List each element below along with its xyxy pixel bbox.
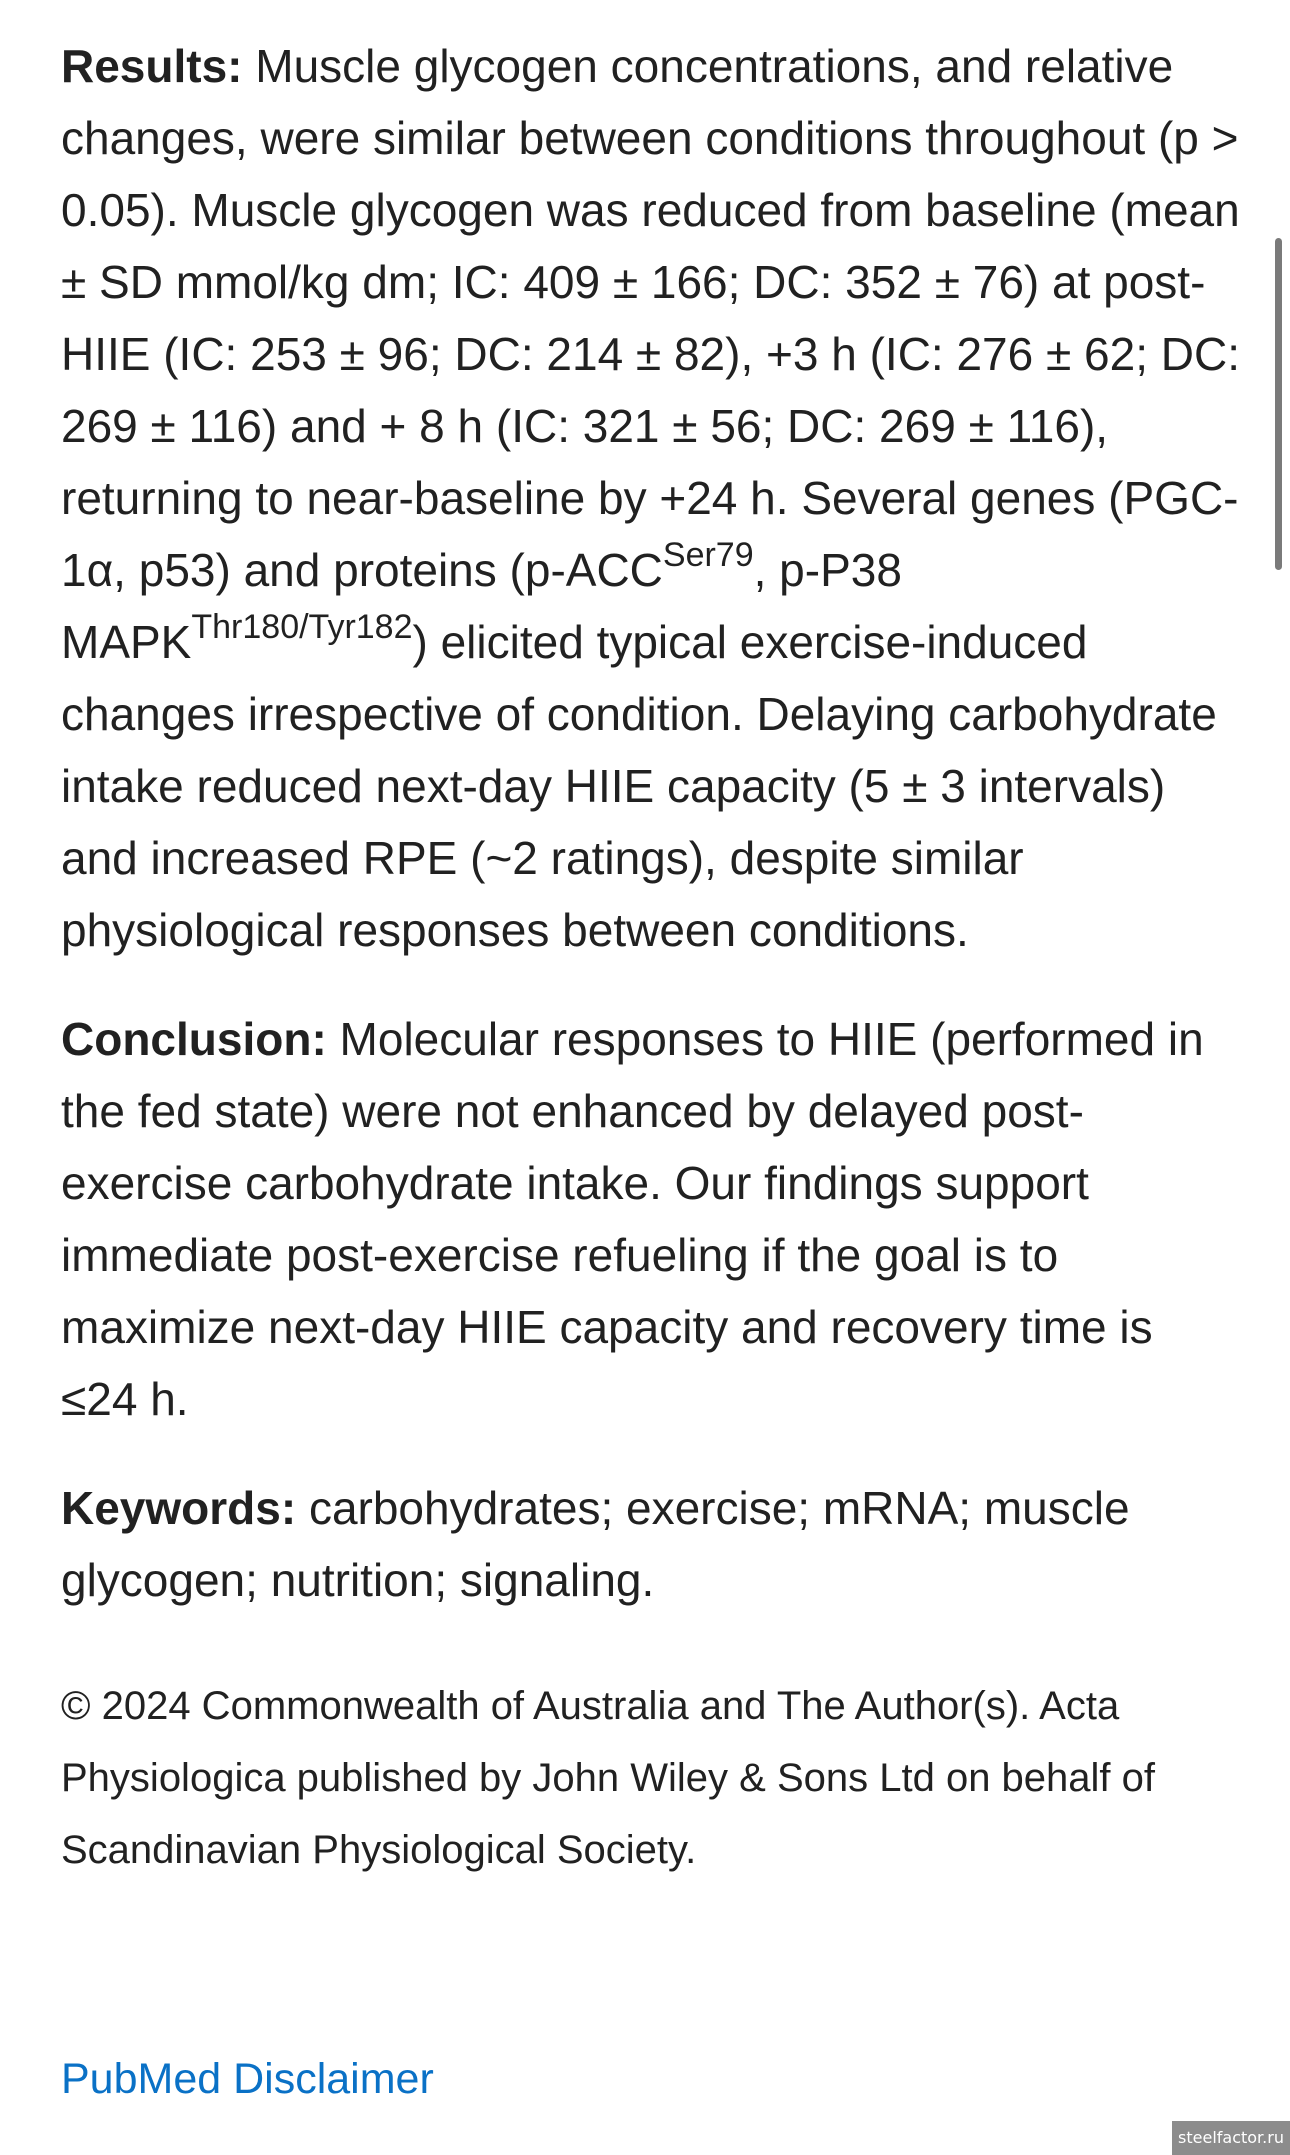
results-text-part-3: ) elicited typical exercise-induced changes irrespective of condition. Delaying carbohydrate intake reduced next-day HIIE capacity (5 ± 3 intervals) and increased RPE (~2 ratings), despite similar physiological responses between conditions. (61, 616, 1217, 956)
results-text-part-2: , p-P38 MAPK (61, 544, 902, 668)
results-text-part-1: Muscle glycogen concentrations, and relative changes, were similar between conditions throughout (p > 0.05). Muscle glycogen was reduced from baseline (mean ± SD mmol/kg dm; IC: 409 ± 166; DC: 352 ± 76) at post-HIIE (IC: 253 ± 96; DC: 214 ± 82), +3 h (IC: 276 ± 62; DC: 269 ± 116) and + 8 h (IC: 321 ± 56; DC: 269 ± 116), returning to near-baseline by +24 h. Several genes (PGC-1α, p53) and proteins (p-ACC (61, 40, 1240, 596)
results-label: Results: (61, 40, 243, 92)
results-superscript-2: Thr180/Tyr182 (191, 607, 413, 646)
abstract-content (61, 30, 1241, 1886)
conclusion-label: Conclusion: (61, 1013, 327, 1065)
keywords-paragraph (61, 1472, 1241, 1616)
results-paragraph (61, 30, 1241, 966)
scrollbar-thumb[interactable] (1275, 238, 1282, 570)
pubmed-disclaimer-link[interactable]: PubMed Disclaimer (61, 2055, 434, 2103)
conclusion-paragraph (61, 1003, 1241, 1435)
keywords-text: carbohydrates; exercise; mRNA; muscle glycogen; nutrition; signaling. (61, 1482, 1130, 1606)
keywords-label: Keywords: (61, 1482, 297, 1534)
conclusion-text: Molecular responses to HIIE (performed in the fed state) were not enhanced by delayed post-exercise carbohydrate intake. Our findings support immediate post-exercise refueling if the goal is to maximize next-day HIIE capacity and recovery time is ≤24 h. (61, 1013, 1204, 1425)
copyright-notice: © 2024 Commonwealth of Australia and The Author(s). Acta Physiologica published by John Wiley & Sons Ltd on behalf of Scandinavian Physiological Society. (61, 1684, 1156, 1872)
watermark: steelfactor.ru (1172, 2121, 1290, 2155)
results-superscript-1: Ser79 (662, 535, 754, 574)
